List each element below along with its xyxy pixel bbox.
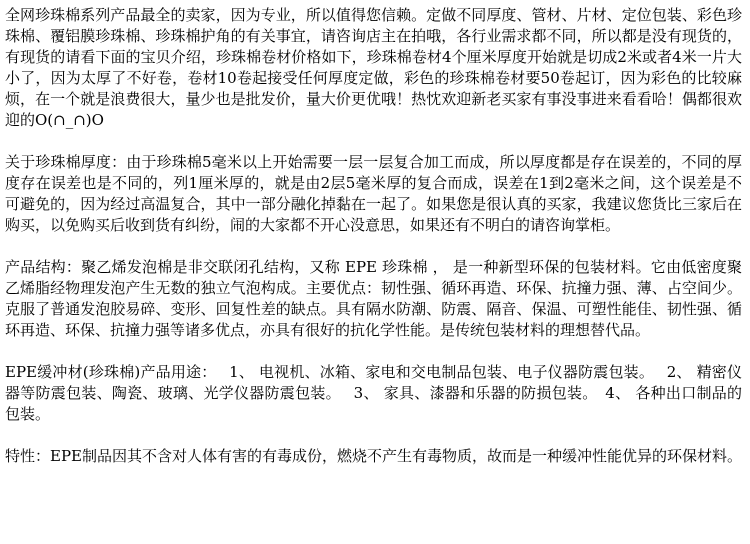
thickness-paragraph: 关于珍珠棉厚度：由于珍珠棉5毫米以上开始需要一层一层复合加工而成，所以厚度都是存在误差的，不同的厚度存在误差也是不同的，列1厘米厚的，就是由2层5毫米厚的复合而成，误差在1到2毫米之间，这个误差是不可避免的，因为经过高温复合，其中一部分融化掉黏在一起了。如果您是很认真的买家，我建议您货比三家后在购买，以免购买后收到货有纠纷，闹的大家都不开心没意思，如果还有不明白的请咨询掌柜。 <box>5 153 742 234</box>
feature-paragraph: 特性：EPE制品因其不含对人体有害的有毒成份，燃烧不产生有毒物质，故而是一种缓冲性能优异的环保材料。 <box>5 447 742 465</box>
usage-paragraph: EPE缓冲材(珍珠棉)产品用途： 1、 电视机、冰箱、家电和交电制品包装、电子仪器防震包装。 2、 精密仪器等防震包装、陶瓷、玻璃、光学仪器防震包装。 3、 家具、漆器和乐器的防损包装。 4、 各种出口制品的包装。 <box>5 363 742 423</box>
intro-paragraph: 全网珍珠棉系列产品最全的卖家，因为专业，所以值得您信赖。定做不同厚度、管材、片材、定位包装、彩色珍珠棉、覆铝膜珍珠棉、珍珠棉护角的有关事宜，请咨询店主在拍哦，各行业需求都不同，所以都是没有现货的，有现货的请看下面的宝贝介绍，珍珠棉卷材价格如下，珍珠棉卷材4个厘米厚度开始就是切成2米或者4米一片大小了，因为太厚了不好卷，卷材10卷起接受任何厚度定做，彩色的珍珠棉卷材要50卷起订，因为彩色的比较麻烦，在一个就是浪费很大，量少也是批发价，量大价更优哦！热忱欢迎新老买家有事没事进来看看哈！偶都很欢迎的O(∩_∩)O <box>5 6 742 129</box>
structure-paragraph: 产品结构：聚乙烯发泡棉是非交联闭孔结构，又称 EPE 珍珠棉 ， 是一种新型环保的包装材料。它由低密度聚乙烯脂经物理发泡产生无数的独立气泡构成。主要优点：韧性强、循环再造、环保、抗撞力强、薄、占空间少。克服了普通发泡胶易碎、变形、回复性差的缺点。具有隔水防潮、防震、隔音、保温、可塑性能佳、韧性强、循环再造、环保、抗撞力强等诸多优点，亦具有很好的抗化学性能。是传统包装材料的理想替代品。 <box>5 258 742 339</box>
